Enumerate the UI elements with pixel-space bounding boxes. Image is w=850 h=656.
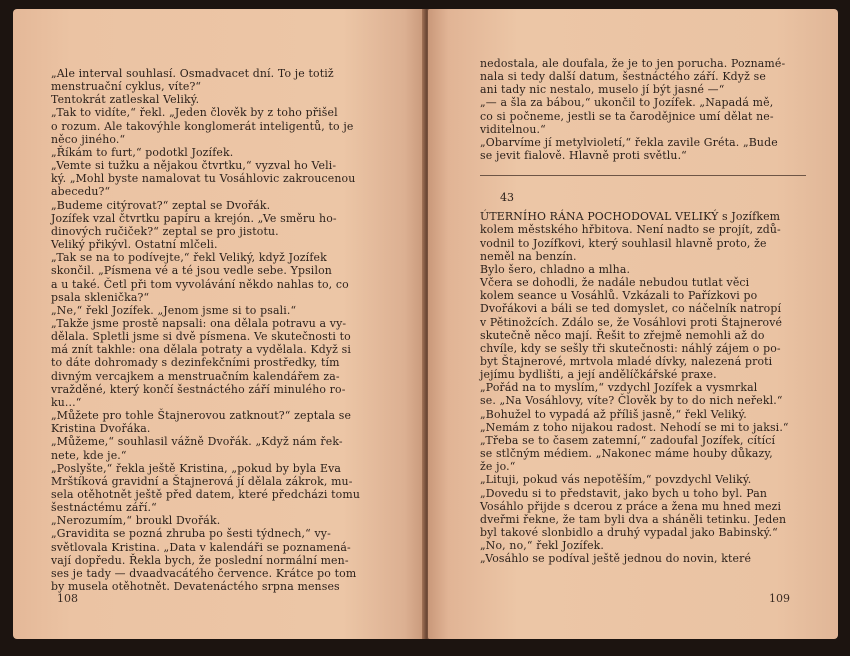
left-page-text: [51, 67, 409, 593]
text-line: divným vercajkem a menstruačním kalendářem za-: [51, 369, 340, 383]
text-line: světlovala Kristina. „Data v kalendáři se poznamená-: [51, 540, 351, 554]
text-line: vražděné, který končí šestnáctého září minulého ro-: [51, 382, 346, 396]
left-page-number: 108: [57, 592, 78, 605]
text-line: dveřmi řekne, že tam byli dva a sháněli tetinku. Jeden: [480, 512, 787, 526]
chapter-number: 43: [500, 191, 514, 205]
text-line: to dáte dohromady s dezinfekčními prostředky, tím: [51, 356, 340, 370]
text-line: skutečně něco mají. Řešit to zřejmě nemohli až do: [480, 328, 765, 342]
text-line: „Nemám z toho nijakou radost. Nehodí se mi to jaksi.“: [480, 420, 789, 434]
text-line: ani tady nic nestalo, muselo jí být jasné —“: [480, 83, 725, 97]
text-line: a u také. Četl při tom vyvolávání někdo nahlas to, co: [51, 277, 349, 291]
text-line: „Ne,“ řekl Jozífek. „Jenom jsme si to psali.“: [51, 303, 297, 317]
text-line: „Tak se na to podívejte,“ řekl Veliký, když Jozífek: [51, 251, 327, 265]
text-line: „Tak to vidíte,“ řekl. „Jeden člověk by z toho přišel: [51, 106, 338, 120]
text-line: „Bohužel to vypadá až příliš jasně,“ řekl Veliký.: [480, 407, 747, 421]
text-line: „Vosáhlo se podíval ještě jednou do novin, které: [480, 552, 752, 566]
text-line: skončil. „Písmena vé a té jsou vedle sebe. Ypsilon: [51, 264, 332, 278]
text-line: o rozum. Ale takovýhle konglomerát inteligentů, to je: [51, 119, 354, 133]
text-line: se stlčným médiem. „Nakonec máme houby důkazy,: [480, 447, 773, 461]
text-line: byt Štajnerové, mrtvola mladé dívky, nalezená proti: [480, 354, 773, 368]
text-line: ÚTERNÍHO RÁNA POCHODOVAL VELIKÝ s Jozífkem: [480, 210, 781, 224]
text-line: „Můžeme,“ souhlasil vážně Dvořák. „Když nám řek-: [51, 435, 343, 449]
text-line: „— a šla za bábou,“ ukončil to Jozífek. „Napadá mě,: [480, 96, 774, 110]
right-page-text-top: [480, 57, 806, 162]
text-line: „Ale interval souhlasí. Osmadvacet dní. To je totiž: [51, 67, 334, 80]
text-line: má znít takhle: ona dělala potraty a vydělala. Když si: [51, 343, 352, 357]
left-page: [13, 9, 425, 639]
text-line: co si počneme, jestli se ta čarodějnice umí dělat ne-: [480, 109, 774, 123]
text-line: „Dovedu si to představit, jako bych u toho byl. Pan: [480, 486, 768, 500]
text-line: „Obarvíme jí metylvioletí,“ řekla zavile Gréta. „Bude: [480, 135, 778, 149]
text-line: „Třeba se to časem zatemní,“ zadoufal Jozífek, cítící: [480, 433, 776, 447]
text-line: šestnáctému září.“: [51, 501, 157, 515]
text-line: sela otěhotnět ještě před datem, které předcházi tomu: [51, 488, 361, 501]
text-line: Jozífek vzal čtvrtku papíru a krejón. „Ve směru ho-: [51, 211, 337, 225]
text-line: menstruační cyklus, víte?“: [51, 80, 202, 94]
text-line: „Lituji, pokud vás nepotěším,“ povzdychl Veliký.: [480, 473, 752, 487]
text-line: vají dopředu. Řekla bych, že poslední normální men-: [51, 553, 349, 567]
text-line: Mrštíková gravidní a Štajnerová jí dělala zákrok, mu-: [51, 474, 353, 488]
text-line: Veliký přikývl. Ostatní mlčeli.: [51, 238, 218, 252]
section-divider: [480, 175, 806, 176]
right-page-number: 109: [769, 592, 790, 605]
text-line: „Pořád na to myslím,“ vzdychl Jozífek a vysmrkal: [480, 381, 758, 395]
text-line: se. „Na Vosáhlovy, víte? Člověk by to do nich neřekl.“: [480, 394, 783, 408]
text-line: že jo.“: [480, 460, 516, 474]
text-line: se jevit fialově. Hlavně proti světlu.“: [480, 149, 687, 163]
text-line: ký. „Mohl byste namalovat tu Vosáhlovic zakroucenou: [51, 172, 356, 186]
text-line: ku...“: [51, 395, 82, 409]
text-line: kolem seance u Vosáhlů. Vzkázali to Pařízkovi po: [480, 289, 758, 303]
text-line: „Vemte si tužku a nějakou čtvrtku,“ vyzval ho Veli-: [51, 159, 337, 173]
text-line: „Poslyšte,“ řekla ještě Kristina, „pokud by byla Eva: [51, 461, 342, 475]
text-line: Bylo šero, chladno a mlha.: [480, 262, 631, 276]
text-line: něco jiného.“: [51, 132, 126, 146]
text-line: nala si tedy další datum, šestnáctého září. Když se: [480, 70, 766, 84]
text-line: nete, kde je.“: [51, 448, 127, 462]
right-page: [428, 9, 838, 639]
text-line: jejímu bydlišti, a její andělíčkářské praxe.: [480, 368, 717, 382]
text-line: Vosáhlo přijde s dcerou z práce a žena mu hned mezi: [480, 499, 782, 513]
text-line: abecedu?“: [51, 185, 111, 199]
text-line: Tentokrát zatleskal Veliký.: [51, 93, 200, 107]
text-line: „Nerozumím,“ broukl Dvořák.: [51, 514, 221, 528]
text-line: „No, no,“ řekl Jozífek.: [480, 539, 605, 553]
text-line: v Pětinožcích. Zdálo se, že Vosáhlovi proti Štajnerové: [480, 315, 783, 329]
text-line: „Takže jsme prostě napsali: ona dělala potravu a vy-: [51, 316, 347, 330]
text-line: Včera se dohodli, že nadále nebudou tutlat věci: [480, 276, 750, 290]
text-line: byl takové slonbidlo a druhý vypadal jako Babinský.“: [480, 526, 778, 539]
right-page-text-chapter: [480, 210, 806, 565]
text-line: psala sklenička?“: [51, 290, 150, 304]
text-line: Kristina Dvořáka.: [51, 422, 151, 436]
text-line: „Říkám to furt,“ podotkl Jozífek.: [51, 145, 234, 159]
text-line: kolem městského hřbitova. Není nadto se projít, zdů-: [480, 223, 781, 237]
text-line: „Gravidita se pozná zhruba po šesti týdnech,“ vy-: [51, 527, 331, 541]
text-line: Dvořákovi a báli se ted domyslet, co náčelník natropí: [480, 302, 782, 316]
text-line: „Budeme citýrovat?“ zeptal se Dvořák.: [51, 198, 271, 212]
text-line: viditelnou.“: [480, 122, 546, 136]
text-line: by musela otěhotnět. Devatenáctého srpna menses: [51, 580, 340, 594]
text-line: chvíle, kdy se sešly tři skutečnosti: náhlý zájem o po-: [480, 341, 781, 355]
text-line: dinových ručiček?“ zeptal se pro jistotu.: [51, 224, 279, 238]
text-line: nedostala, ale doufala, že je to jen porucha. Poznamé-: [480, 57, 786, 70]
text-line: dělala. Spletli jsme si dvě písmena. Ve skutečnosti to: [51, 330, 351, 344]
text-line: ses je tady — dvaadvacátého července. Krátce po tom: [51, 566, 357, 580]
text-line: neměl na benzín.: [480, 249, 577, 263]
text-line: vodnil to Jozífkovi, který souhlasil hlavně proto, že: [480, 236, 767, 250]
text-line: „Můžete pro tohle Štajnerovou zatknout?“ zeptala se: [51, 409, 352, 423]
